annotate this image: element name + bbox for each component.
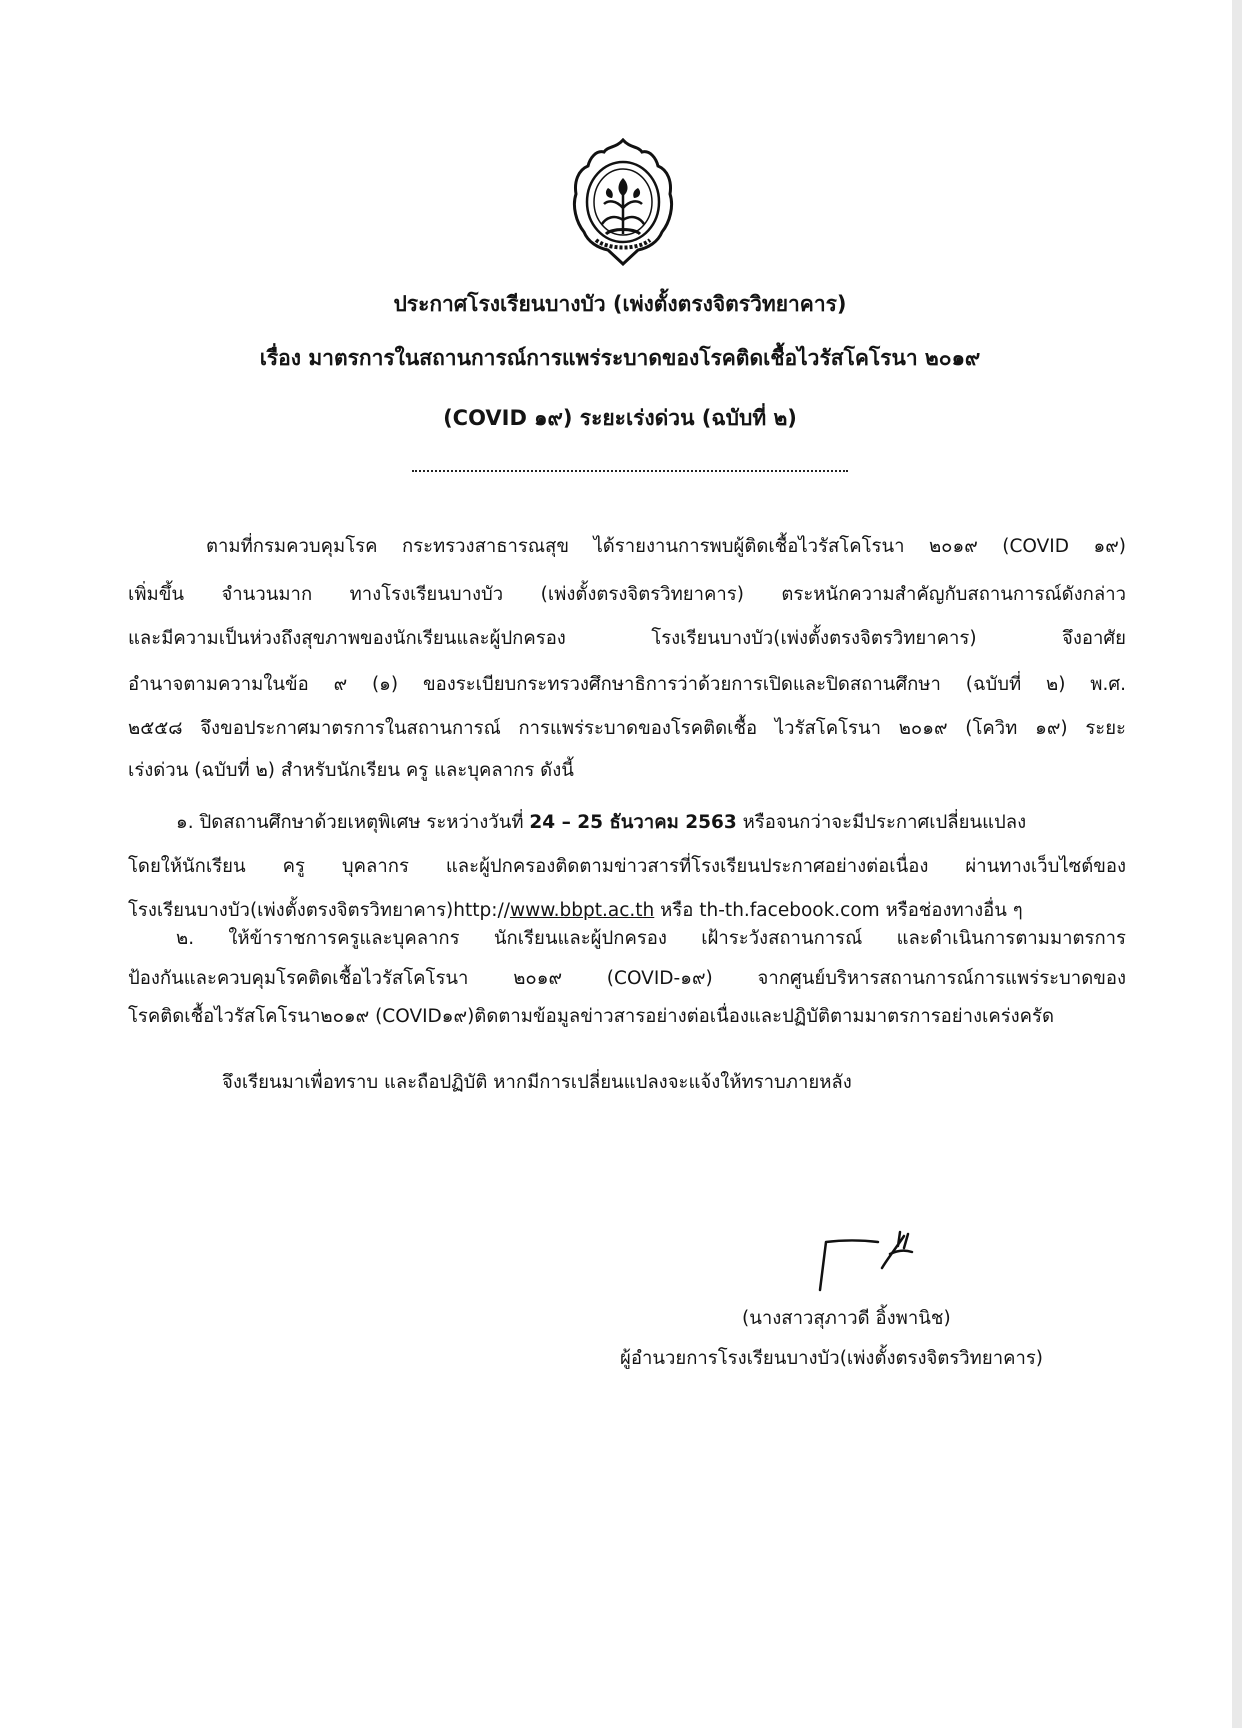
- closing-statement: จึงเรียนมาเพื่อทราบ และถือปฏิบัติ หากมีการเปลี่ยนแปลงจะแจ้งให้ทราบภายหลัง: [222, 1072, 852, 1093]
- page-edge: [1232, 0, 1242, 1728]
- item-2-line: โรคติดเชื้อไวรัสโคโรนา๒๐๑๙ (COVID๑๙)ติดตามข้อมูลข่าวสารอย่างต่อเนื่องและปฏิบัติตามมาตรการอย่างเคร่งครัด: [128, 1006, 1055, 1027]
- item-1-line-1: ๑. ปิดสถานศึกษาด้วยเหตุพิเศษ ระหว่างวันที่ 24 – 25 ธันวาคม 2563 หรือจนกว่าจะมีประกาศเปลี่ยนแปลง: [176, 812, 1027, 833]
- closure-dates: 24 – 25 ธันวาคม 2563: [529, 812, 737, 833]
- facebook-link[interactable]: th-th.facebook.com: [699, 900, 880, 921]
- item-2-line: ๒. ให้ข้าราชการครูและบุคลากร นักเรียนและผู้ปกครอง เฝ้าระวังสถานการณ์ และดำเนินการตามมาตรการ: [176, 928, 1126, 949]
- intro-line: และมีความเป็นห่วงถึงสุขภาพของนักเรียนและผู้ปกครอง โรงเรียนบางบัว(เพ่งตั้งตรงจิตรวิทยาคาร) จึงอาศัย: [128, 628, 1126, 649]
- intro-line: เพิ่มขึ้น จำนวนมาก ทางโรงเรียนบางบัว (เพ่งตั้งตรงจิตรวิทยาคาร) ตระหนักความสำคัญกับสถานการณ์ดังกล่าว: [128, 584, 1126, 605]
- item-1-line-3: โรงเรียนบางบัว(เพ่งตั้งตรงจิตรวิทยาคาร)http://www.bbpt.ac.th หรือ th-th.facebook.com หรือช่องทางอื่น ๆ: [128, 900, 1023, 921]
- school-website-link[interactable]: www.bbpt.ac.th: [509, 900, 655, 921]
- intro-line: ๒๕๕๘ จึงขอประกาศมาตรการในสถานการณ์ การแพร่ระบาดของโรคติดเชื้อ ไวรัสโคโรนา ๒๐๑๙ (โควิท ๑๙) ระยะ: [128, 718, 1126, 739]
- announcement-subtitle: (COVID ๑๙) ระยะเร่งด่วน (ฉบับที่ ๒): [443, 406, 797, 430]
- school-seal-emblem: [572, 138, 674, 266]
- item-2-line: ป้องกันและควบคุมโรคติดเชื้อไวรัสโคโรนา ๒๐๑๙ (COVID-๑๙) จากศูนย์บริหารสถานการณ์การแพร่ระบาดของ: [128, 968, 1126, 989]
- signatory-position: ผู้อำนวยการโรงเรียนบางบัว(เพ่งตั้งตรงจิตรวิทยาคาร): [620, 1348, 1044, 1369]
- announcement-title: ประกาศโรงเรียนบางบัว (เพ่งตั้งตรงจิตรวิทยาคาร): [393, 292, 847, 316]
- signatory-name: (นางสาวสุภาวดี อิ้งพานิช): [742, 1308, 951, 1329]
- item-1-line-2: โดยให้นักเรียน ครู บุคลากร และผู้ปกครองติดตามข่าวสารที่โรงเรียนประกาศอย่างต่อเนื่อง ผ่านทางเว็บไซต์ของ: [128, 856, 1126, 877]
- handwritten-signature: [812, 1228, 916, 1296]
- intro-line: อำนาจตามความในข้อ ๙ (๑) ของระเบียบกระทรวงศึกษาธิการว่าด้วยการเปิดและปิดสถานศึกษา (ฉบับที่ ๒) พ.ศ.: [128, 674, 1126, 695]
- dotted-separator: [412, 466, 848, 472]
- intro-line: เร่งด่วน (ฉบับที่ ๒) สำหรับนักเรียน ครู และบุคลากร ดังนี้: [128, 760, 574, 781]
- announcement-subject: เรื่อง มาตรการในสถานการณ์การแพร่ระบาดของโรคติดเชื้อไวรัสโคโรนา ๒๐๑๙: [259, 346, 981, 370]
- intro-line: ตามที่กรมควบคุมโรค กระทรวงสาธารณสุข ได้รายงานการพบผู้ติดเชื้อไวรัสโคโรนา ๒๐๑๙ (COVID ๑๙): [206, 536, 1126, 557]
